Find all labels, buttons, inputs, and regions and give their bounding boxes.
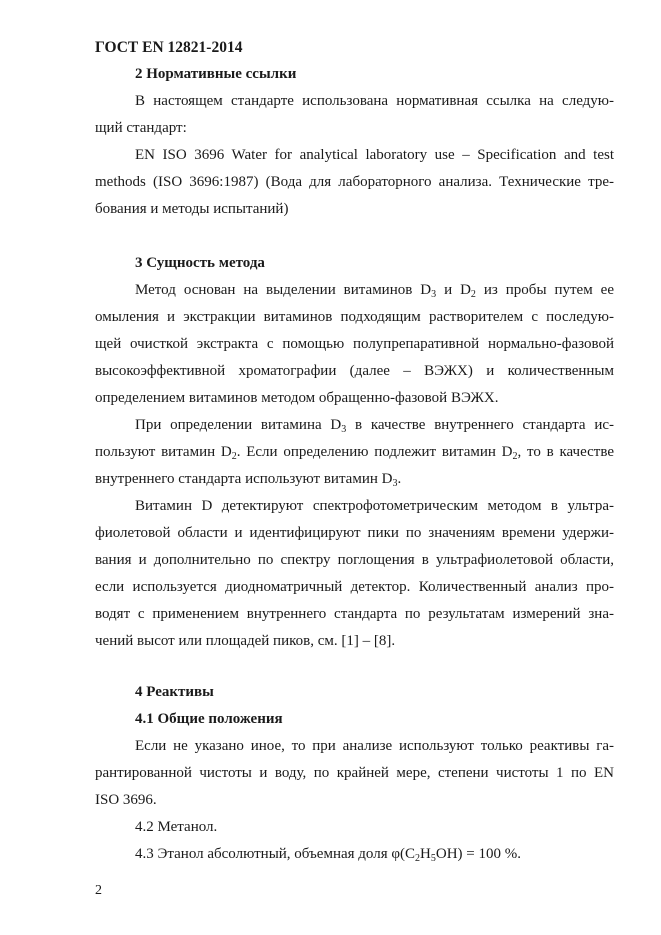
section-3-heading: 3 Сущность метода xyxy=(135,255,265,271)
text-line: высокоэффективной хроматографии (далее – ВЭЖХ) и количественным xyxy=(95,363,614,379)
text-line: рантированной чистоты и воду, по крайней мере, степени чистоты 1 по EN xyxy=(95,765,614,781)
document-id-header: ГОСТ EN 12821-2014 xyxy=(95,39,243,56)
text-line: В настоящем стандарте использована нормативная ссылка на следую- xyxy=(135,93,614,109)
page-number: 2 xyxy=(95,883,102,898)
text-line: омыления и экстракции витаминов подходящим растворителем с последую- xyxy=(95,309,614,325)
text-line: Если не указано иное, то при анализе используют только реактивы га- xyxy=(135,738,614,754)
text-line: определением витаминов методом обращенно-фазовой ВЭЖХ. xyxy=(95,390,499,406)
text-line: Метод основан на выделении витаминов $D_3$ и $D_2$ из пробы путем ее xyxy=(135,282,614,300)
text-line: чений высот или площадей пиков, см. [1] – [8]. xyxy=(95,633,396,649)
section-4-heading: 4 Реактивы xyxy=(135,684,214,700)
item-4-3: 4.3 Этанол абсолютный, объемная доля $\varphi(C_2H_5OH) = 100$ %. xyxy=(135,846,521,864)
text-line: щий стандарт: xyxy=(95,120,187,136)
text-line: methods (ISO 3696:1987) (Вода для лабораторного анализа. Технические тре- xyxy=(95,174,614,190)
text-line: вания и дополнительно по спектру поглощения в ультрафиолетовой области, xyxy=(95,552,614,568)
section-2-heading: 2 Нормативные ссылки xyxy=(135,66,297,82)
text-line: пользуют витамин $D_2$. Если определению подлежит витамин $D_2$, то в качестве xyxy=(95,444,615,462)
text-line: внутреннего стандарта используют витамин $D_3$. xyxy=(95,471,402,489)
text-line: водят с применением внутреннего стандарта по результатам измерений зна- xyxy=(95,606,614,622)
text-line: При определении витамина $D_3$ в качестве внутреннего стандарта ис- xyxy=(135,417,614,435)
text-line: щей очисткой экстракта с помощью полупрепаративной нормально-фазовой xyxy=(95,336,614,352)
text-line: Витамин D детектируют спектрофотометрическим методом в ультра- xyxy=(135,498,614,514)
item-4-2: 4.2 Метанол. xyxy=(135,819,218,835)
subsection-4-1-heading: 4.1 Общие положения xyxy=(135,711,283,727)
text-line: фиолетовой области и идентифицируют пики по значениям времени удержи- xyxy=(95,525,614,541)
text-line: если используется диодноматричный детектор. Количественный анализ про- xyxy=(95,579,614,595)
text-line: бования и методы испытаний) xyxy=(95,201,289,217)
text-line: EN ISO 3696 Water for analytical laboratory use – Specification and test xyxy=(135,147,614,163)
text-line: ISO 3696. xyxy=(95,792,157,808)
